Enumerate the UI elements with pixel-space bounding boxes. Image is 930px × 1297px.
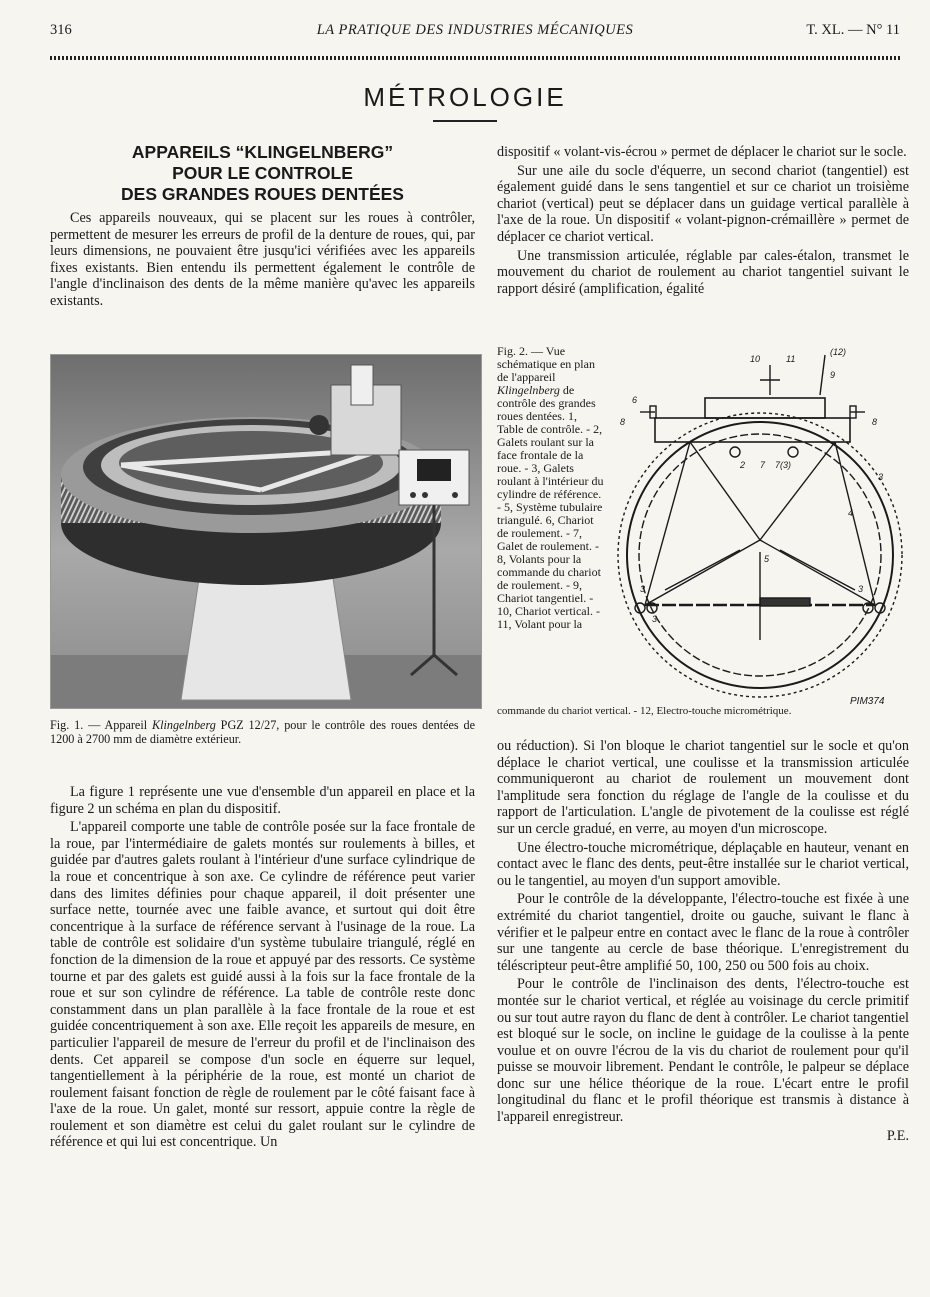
body-paragraph: Sur une aile du socle d'équerre, un second chariot (tangentiel) est également guidé dans le sens tangentiel et sur ce chariot un troisième chariot (vertical) peut se déplacer dans un guidage vertical parallèle à l'axe de la roue. Un dispositif « volant-pignon-crémaillère » permet de déplacer ce chariot vertical. — [497, 162, 909, 245]
figure-1-caption-text: PGZ 12/27, pour le contrôle des roues dentées de 1200 à 2700 mm de diamètre extérieur. — [50, 718, 475, 746]
body-paragraph: Une transmission articulée, réglable par cales-étalon, transmet le mouvement du chariot de roulement au chariot tangentiel suivant le rapport désiré (amplification, égalité — [497, 247, 909, 297]
body-paragraph: Pour le contrôle de l'inclinaison des dents, l'électro-touche est montée sur le chariot vertical, et réglée au voisinage du cercle primitif ou sur tout autre rayon du flanc de dent à contrôler. Le chariot tangentiel est bloqué sur le socle, on incline le guidage de la coulisse à la pente voulue et on ouvre l'écrou de la vis du chariot de roulement pour qu'il puisse se mouvoir librement. Pendant le contrôle, le palpeur se déplace donc sur une hélice théorique de la roue. L'écart entre le profil longitudinal du flanc et le profil théorique est transmis à distance à l'appareil enregistreur. — [497, 976, 909, 1126]
intro-paragraph: Ces appareils nouveaux, qui se placent sur les roues à contrôler, permettent de mesurer les erreurs de profil de la denture de roues, qui, par leurs dimensions, ne pouvaient être jusqu'ici vérifiées avec les appareils fixes existants. Bien entendu ils permettent également le contrôle de l'angle d'inclinaison des dents de la même manière qu'avec les appareils existants. — [50, 210, 475, 309]
body-paragraph: L'appareil comporte une table de contrôle posée sur la face frontale de la roue, par l'intermédiaire de galets montés sur roulements à billes, et guidée par d'autres galets roulant à l'intérieur d'une surface cylindrique de la roue et concentrique à son axe. Ce cylindre de référence peut varier dans des limites définies pour chaque appareil, il doit présenter une surface nette, tournée avec une faible avance, et surtout qui doit être concentrique à la surface de référence servant à l'usinage de la roue. La table de contrôle est solidaire d'un système tubulaire triangulé, réglé en fonction de la dimension de la roue et appuyé par des ressorts. Ce système tourne et par des galets est guidé aussi à la fois sur la face frontale de la roue et sur son cylindre de référence. La table de contrôle reste donc constamment dans un plan parallèle à la face frontale de la roue et est guidée concentriquement à son axe. Elle reçoit les appareils de mesure, en particulier l'appareil de mesure de l'erreur du profil et de l'inclinaison des dents. Cet appareil se compose d'un socle en équerre sur lequel, tangentiellement à la périphérie de la roue, est monté un chariot de roulement faisant fonction de règle de roulement par le côté faisant face à l'axe de la roue. Un galet, monté sur ressort, appuie contre la règle de roulement et son diamètre est celui du galet roulant sur le cylindre de référence et qui lui est concentrique. Un — [50, 819, 475, 1151]
figure-1-caption-brand: Klingelnberg — [151, 718, 216, 732]
right-column-bottom — [497, 738, 909, 1144]
figure-2-caption — [497, 345, 605, 631]
journal-title: LA PRATIQUE DES INDUSTRIES MÉCANIQUES — [316, 22, 634, 38]
body-paragraph: dispositif « volant-vis-écrou » permet de déplacer le chariot sur le socle. — [497, 144, 907, 160]
article-title-line: APPAREILS “KLINGELNBERG” — [131, 142, 394, 162]
page-number: 316 — [50, 22, 72, 38]
article-title-line: DES GRANDES ROUES DENTÉES — [121, 184, 404, 204]
diagram-label: 8 — [872, 417, 878, 427]
diagram-label: 7 — [760, 460, 766, 470]
running-header — [50, 22, 900, 44]
intro-paragraph-block — [50, 210, 475, 310]
figure-1-caption — [50, 718, 475, 746]
volume-number: T. XL. — N° 11 — [806, 22, 900, 38]
diagram-label: 10 — [750, 354, 761, 364]
figure-2-caption-body: de contrôle des grandes roues dentées. 1, Table de contrôle. - 2, Galets roulant sur la face frontale de la roue. - 3, Galets roulant à l'intérieur du cylindre de référence. - 5, Système tubulaire triangulé. 6, Chariot de roulement. - 7, Galet de roulement. - 8, Volants pour la commande du chariot de roulement. - 9, Chariot tangentiel. - 10, Chariot vertical. - 11, Volant pour la — [497, 383, 604, 631]
section-underline — [433, 120, 497, 122]
body-paragraph: La figure 1 représente une vue d'ensemble d'un appareil en place et la figure 2 un schéma en plan du dispositif. — [50, 784, 475, 817]
diagram-label: 3 — [640, 584, 646, 594]
figure-2-caption-brand: Klingelnberg — [497, 383, 560, 397]
right-column-top — [497, 144, 909, 297]
diagram-label: 8 — [620, 417, 626, 427]
left-column-body — [50, 784, 475, 1151]
header-dotted-rule — [50, 56, 900, 60]
diagram-label: 6 — [632, 395, 638, 405]
diagram-label: 4 — [848, 508, 854, 518]
figure-1-caption-prefix: Fig. 1. — Appareil — [50, 718, 152, 732]
figure-2-caption-head: Fig. 2. — Vue schématique en plan de l'appareil — [497, 344, 595, 384]
author-signature: P.E. — [886, 1127, 909, 1144]
figure-2-caption-tail: commande du chariot vertical. - 12, Electro-touche micrométrique. — [497, 705, 792, 717]
figure-1-photo — [50, 354, 482, 709]
diagram-label: 2 — [740, 460, 746, 470]
body-paragraph: ou réduction). Si l'on bloque le chariot tangentiel sur le socle et qu'on déplace le chariot vertical, une coulisse et la transmission articulée communiqueront au chariot de roulement un mouvement dont l'amplitude sera fonction du réglage de l'angle de la coulisse et du rapport de l'articulation. L'angle de pivotement de la coulisse est réglé sur un cercle gradué, en verre, au moyen d'un microscope. — [497, 738, 909, 837]
diagram-label: 3 — [878, 472, 884, 482]
diagram-label: 3 — [652, 614, 658, 624]
diagram-label: 5 — [764, 554, 770, 564]
diagram-label: 7(3) — [775, 460, 792, 470]
diagram-label: 11 — [786, 354, 796, 364]
figure-2-diagram — [610, 340, 910, 708]
diagram-label: (12) — [830, 347, 847, 357]
article-title — [50, 142, 475, 205]
diagram-label: 9 — [830, 370, 836, 380]
body-paragraph: Une électro-touche micrométrique, déplaçable en hauteur, venant en contact avec le flanc des dents, peut-être installée sur le chariot vertical, ou le tangentiel, au moyen d'un support amovible. — [497, 839, 909, 889]
gear-measuring-apparatus-photo — [51, 355, 482, 709]
diagram-label: 3 — [858, 584, 864, 594]
article-title-line: POUR LE CONTROLE — [172, 163, 353, 183]
diagram-reference: PIM374 — [850, 696, 885, 707]
body-paragraph: Pour le contrôle de la développante, l'électro-touche est fixée à une extrémité du chariot tangentiel, droite ou gauche, suivant le flanc à vérifier et le palpeur entre en contact avec le flanc de la roue à contrôler sur une tangente au cercle de base théorique. L'enregistrement du téléscripteur peut-être amplifié 50, 100, 250 ou 500 fois au choix. — [497, 891, 909, 974]
section-title: MÉTROLOGIE — [363, 82, 567, 112]
